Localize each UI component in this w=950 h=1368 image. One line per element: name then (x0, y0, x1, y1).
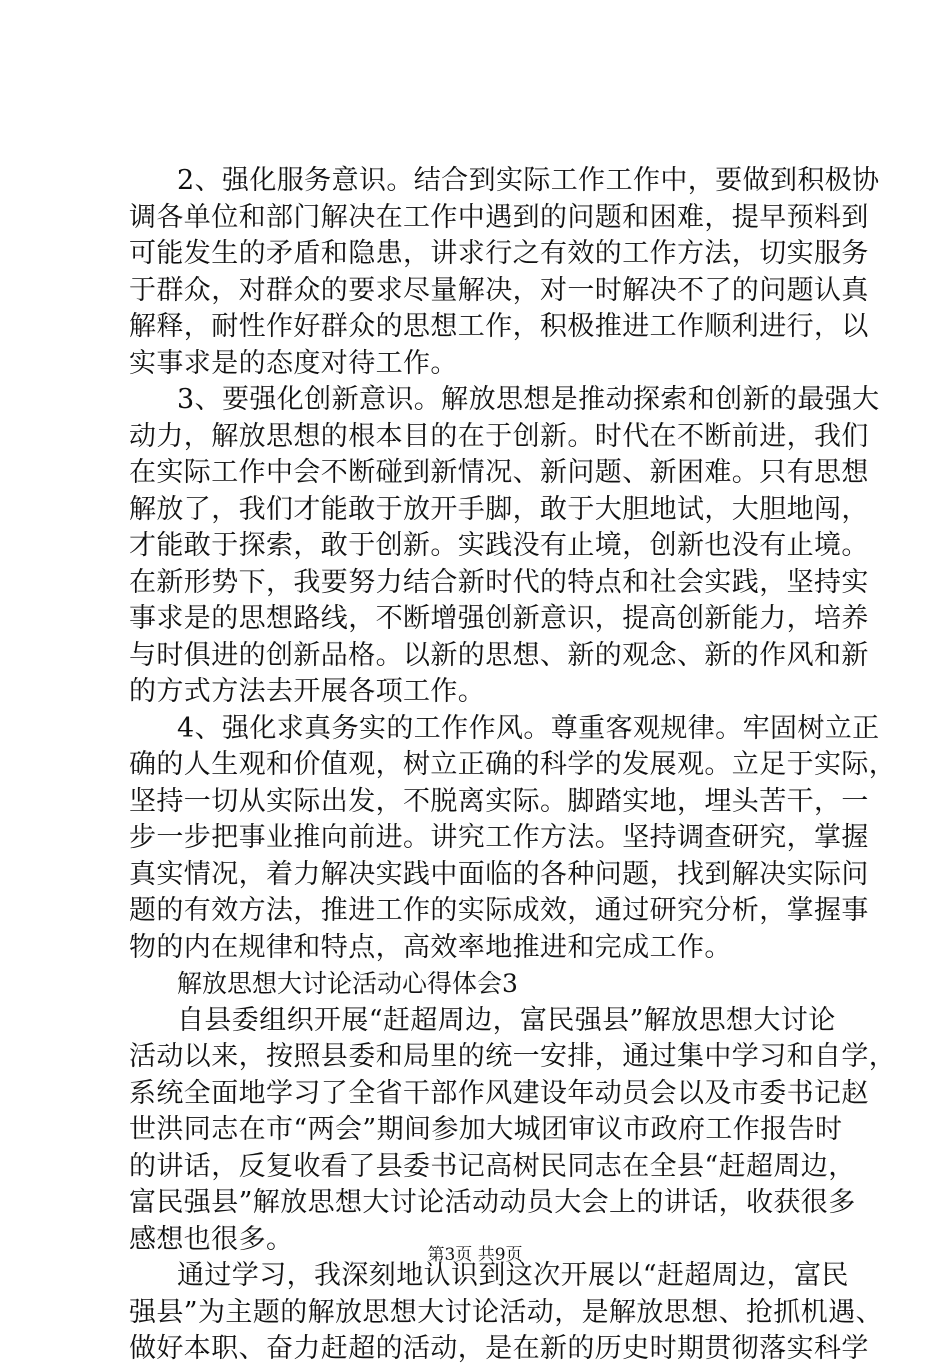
text-line: 的方式方法去开展各项工作。 (129, 676, 486, 707)
text-line: 世洪同志在市“两会”期间参加大城团审议市政府工作报告时 (129, 1114, 843, 1145)
text-line: 在实际工作中会不断碰到新情况、新问题、新困难。只有思想 (129, 457, 869, 488)
text-line: 3、要强化创新意识。解放思想是推动探索和创新的最强大 (177, 384, 880, 415)
text-line: 真实情况，着力解决实践中面临的各种问题，找到解决实际问 (129, 858, 869, 890)
text-line: 感想也很多。 (129, 1223, 294, 1255)
text-line: 确的人生观和价值观，树立正确的科学的发展观。立足于实际， (129, 749, 897, 780)
text-line: 通过学习，我深刻地认识到这次开展以“赶超周边，富民 (177, 1260, 849, 1291)
text-line: 自县委组织开展“赶超周边，富民强县”解放思想大讨论 (177, 1004, 836, 1036)
text-line: 的讲话，反复收看了县委书记高树民同志在全县“赶超周边， (129, 1150, 856, 1182)
text-line: 于群众，对群众的要求尽量解决，对一时解决不了的问题认真 (129, 274, 869, 306)
text-line: 才能敢于探索，敢于创新。实践没有止境，创新也没有止境。 (129, 530, 869, 561)
text-line: 活动以来，按照县委和局里的统一安排，通过集中学习和自学， (129, 1041, 897, 1072)
text-line: 4、强化求真务实的工作作风。尊重客观规律。牢固树立正 (177, 712, 880, 744)
text-line: 题的有效方法，推进工作的实际成效，通过研究分析，掌握事 (129, 895, 869, 926)
text-line: 动力，解放思想的根本目的在于创新。时代在不断前进，我们 (129, 420, 869, 452)
section-heading: 解放思想大讨论活动心得体会3 (177, 969, 518, 998)
text-line: 物的内在规律和特点，高效率地推进和完成工作。 (129, 931, 732, 963)
text-line: 系统全面地学习了全省干部作风建设年动员会以及市委书记赵 (129, 1077, 869, 1109)
document-body (129, 163, 897, 1368)
text-line: 与时俱进的创新品格。以新的思想、新的观念、新的作风和新 (129, 639, 869, 671)
text-line: 事求是的思想路线，不断增强创新意识，提高创新能力，培养 (129, 603, 869, 634)
text-line: 在新形势下，我要努力结合新时代的特点和社会实践，坚持实 (129, 566, 869, 598)
text-line: 解释，耐性作好群众的思想工作，积极推进工作顺利进行，以 (129, 311, 869, 342)
text-line: 调各单位和部门解决在工作中遇到的问题和困难，提早预料到 (129, 201, 869, 233)
text-line: 2、强化服务意识。结合到实际工作工作中，要做到积极协 (177, 165, 880, 196)
text-line: 坚持一切从实际出发，不脱离实际。脚踏实地，埋头苦干，一 (129, 785, 869, 817)
text-line: 可能发生的矛盾和隐患，讲求行之有效的工作方法，切实服务 (129, 238, 869, 269)
text-line: 解放了，我们才能敢于放开手脚，敢于大胆地试，大胆地闯， (129, 493, 869, 525)
text-line: 实事求是的态度对待工作。 (129, 347, 458, 379)
text-line: 强县”为主题的解放思想大讨论活动，是解放思想、抢抓机遇、 (129, 1296, 884, 1328)
page-footer: 第3页 共9页 (427, 1245, 523, 1265)
text-line: 富民强县”解放思想大讨论活动动员大会上的讲话，收获很多 (129, 1187, 856, 1218)
text-line: 步一步把事业推向前进。讲究工作方法。坚持调查研究，掌握 (129, 822, 869, 853)
text-line: 做好本职、奋力赶超的活动，是在新的历史时期贯彻落实科学 (129, 1333, 869, 1364)
